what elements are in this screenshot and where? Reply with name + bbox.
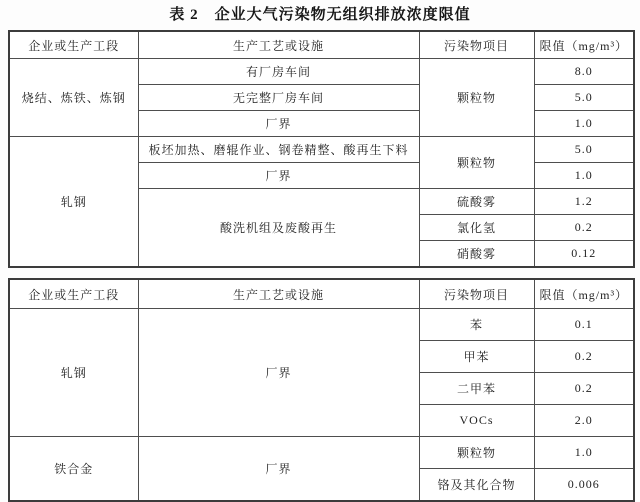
column-header-pollutant: 污染物项目 xyxy=(419,279,534,309)
header-row xyxy=(9,31,634,59)
cell-enterprise: 轧钢 xyxy=(9,309,138,437)
table-row xyxy=(9,437,634,469)
table-row xyxy=(9,59,634,85)
cell-pollutant: 甲苯 xyxy=(419,341,534,373)
cell-process: 板坯加热、磨辊作业、钢卷精整、酸再生下料 xyxy=(138,137,419,163)
cell-pollutant: 硝酸雾 xyxy=(419,241,534,268)
cell-limit: 1.2 xyxy=(534,189,634,215)
column-header-process: 生产工艺或设施 xyxy=(138,31,419,59)
cell-pollutant: 苯 xyxy=(419,309,534,341)
cell-pollutant: 颗粒物 xyxy=(419,137,534,189)
cell-limit: 5.0 xyxy=(534,137,634,163)
cell-pollutant: 颗粒物 xyxy=(419,59,534,137)
table-row xyxy=(9,309,634,341)
cell-enterprise: 轧钢 xyxy=(9,137,138,268)
cell-process: 酸洗机组及废酸再生 xyxy=(138,189,419,268)
cell-process: 厂界 xyxy=(138,163,419,189)
cell-limit: 1.0 xyxy=(534,163,634,189)
cell-pollutant: 硫酸雾 xyxy=(419,189,534,215)
cell-pollutant: 二甲苯 xyxy=(419,373,534,405)
cell-pollutant: 颗粒物 xyxy=(419,437,534,469)
column-header-process: 生产工艺或设施 xyxy=(138,279,419,309)
column-header-pollutant: 污染物项目 xyxy=(419,31,534,59)
cell-enterprise: 烧结、炼铁、炼钢 xyxy=(9,59,138,137)
emission-limits-table-2 xyxy=(8,278,635,502)
header-row xyxy=(9,279,634,309)
cell-process: 有厂房车间 xyxy=(138,59,419,85)
cell-limit: 5.0 xyxy=(534,85,634,111)
cell-limit: 0.12 xyxy=(534,241,634,268)
column-header-limit: 限值（mg/m³） xyxy=(534,279,634,309)
cell-limit: 0.2 xyxy=(534,341,634,373)
cell-limit: 2.0 xyxy=(534,405,634,437)
cell-process: 厂界 xyxy=(138,437,419,502)
cell-enterprise: 铁合金 xyxy=(9,437,138,502)
table-row xyxy=(9,137,634,163)
emission-limits-table-1 xyxy=(8,30,635,268)
cell-process: 厂界 xyxy=(138,309,419,437)
cell-limit: 0.006 xyxy=(534,469,634,502)
cell-process: 无完整厂房车间 xyxy=(138,85,419,111)
cell-pollutant: 氯化氢 xyxy=(419,215,534,241)
cell-limit: 0.1 xyxy=(534,309,634,341)
cell-limit: 0.2 xyxy=(534,215,634,241)
table-title: 表 2 企业大气污染物无组织排放浓度限值 xyxy=(169,7,471,23)
cell-limit: 1.0 xyxy=(534,437,634,469)
column-header-enterprise: 企业或生产工段 xyxy=(9,279,138,309)
cell-limit: 1.0 xyxy=(534,111,634,137)
cell-pollutant: 铬及其化合物 xyxy=(419,469,534,502)
cell-limit: 0.2 xyxy=(534,373,634,405)
cell-process: 厂界 xyxy=(138,111,419,137)
column-header-enterprise: 企业或生产工段 xyxy=(9,31,138,59)
cell-pollutant: VOCs xyxy=(419,405,534,437)
cell-limit: 8.0 xyxy=(534,59,634,85)
column-header-limit: 限值（mg/m³） xyxy=(534,31,634,59)
